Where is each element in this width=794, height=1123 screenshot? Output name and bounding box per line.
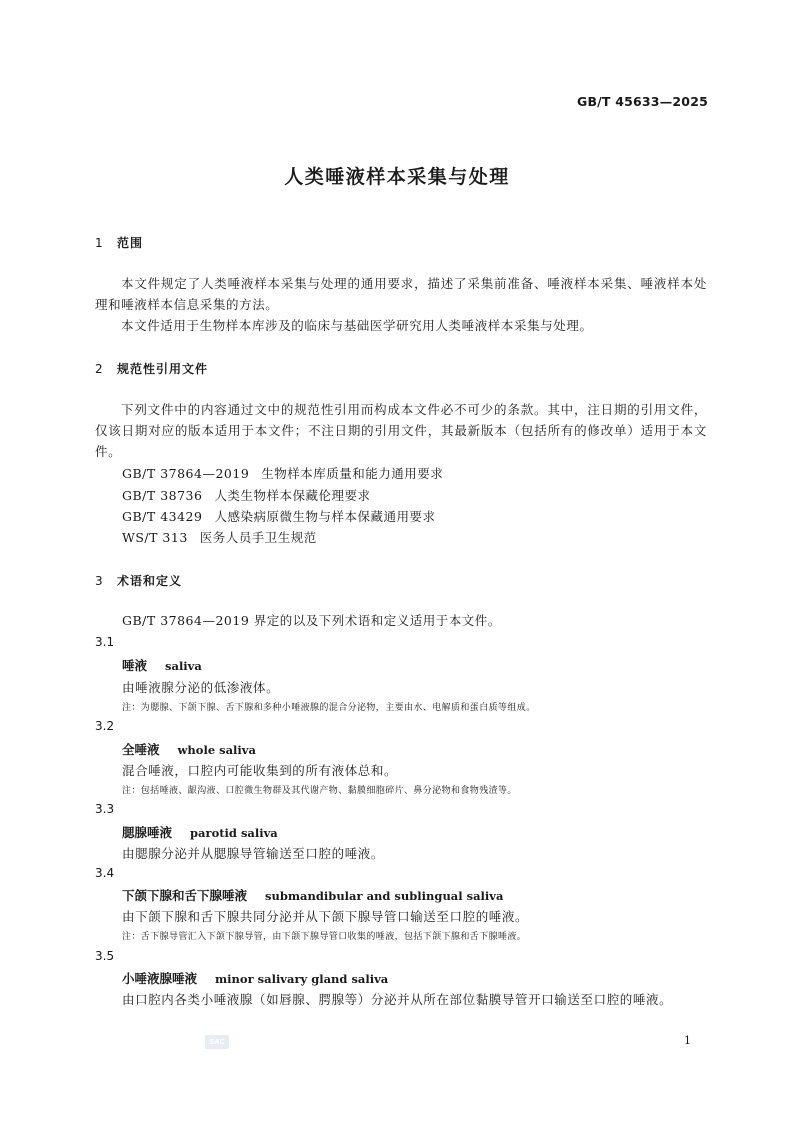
section-title: 范围 xyxy=(117,236,144,250)
sac-logo xyxy=(205,1035,229,1049)
term-en: saliva xyxy=(165,659,202,673)
reference-item xyxy=(122,528,317,546)
term-note: 注：包括唾液、龈沟液、口腔微生物群及其代谢产物、黏膜细胞碎片、鼻分泌物和食物残渣等。 xyxy=(122,786,517,796)
term-number: 3.5 xyxy=(95,949,115,963)
term-en: parotid saliva xyxy=(190,826,278,840)
reference-code: GB/T 43429 xyxy=(122,509,203,524)
term-zh: 腮腺唾液 xyxy=(122,825,173,840)
sac-logo-text: SAC xyxy=(209,1038,225,1046)
reference-code: GB/T 38736 xyxy=(122,488,203,503)
term-number: 3.2 xyxy=(95,719,115,733)
section-1-heading xyxy=(95,234,143,251)
reference-title: 人类生物样本保藏伦理要求 xyxy=(214,488,371,503)
reference-code: WS/T 313 xyxy=(122,530,188,545)
term-zh: 下颌下腺和舌下腺唾液 xyxy=(122,888,248,903)
term-heading xyxy=(122,886,503,904)
term-definition: 由口腔内各类小唾液腺（如唇腺、腭腺等）分泌并从所在部位黏膜导管开口输送至口腔的唾液。 xyxy=(122,992,673,1007)
term-definition: 由腮腺分泌并从腮腺导管输送至口腔的唾液。 xyxy=(122,846,385,861)
term-zh: 唾液 xyxy=(122,658,148,673)
term-en: whole saliva xyxy=(177,743,256,757)
section-title: 术语和定义 xyxy=(117,574,183,588)
scope-text xyxy=(95,273,707,336)
term-definition: 由唾液腺分泌的低渗液体。 xyxy=(122,680,280,695)
term-number: 3.3 xyxy=(95,802,115,816)
term-heading xyxy=(122,823,278,841)
section-number: 3 xyxy=(95,574,104,588)
term-heading xyxy=(122,740,256,758)
normative-intro xyxy=(95,399,707,462)
normative-intro-paragraph: 下列文件中的内容通过文中的规范性引用而构成本文件必不可少的条款。其中，注日期的引用文件，仅该日期对应的版本适用于本文件；不注日期的引用文件，其最新版本（包括所有的修改单）适用于本文件。 xyxy=(95,402,707,459)
reference-item xyxy=(122,507,435,525)
reference-title: 医务人员手卫生规范 xyxy=(199,530,317,545)
terms-intro: GB/T 37864—2019 界定的以及下列术语和定义适用于本文件。 xyxy=(122,613,501,628)
term-heading xyxy=(122,969,388,987)
reference-title: 生物样本库质量和能力通用要求 xyxy=(261,466,444,481)
term-zh: 小唾液腺唾液 xyxy=(122,971,198,986)
section-2-heading xyxy=(95,360,208,377)
reference-item xyxy=(122,464,443,482)
term-zh: 全唾液 xyxy=(122,742,160,757)
term-note: 注：为腮腺、下颌下腺、舌下腺和多种小唾液腺的混合分泌物，主要由水、电解质和蛋白质等组成。 xyxy=(122,703,536,713)
term-heading xyxy=(122,656,202,674)
term-number: 3.4 xyxy=(95,866,115,880)
section-number: 1 xyxy=(95,236,104,250)
page-number: 1 xyxy=(684,1034,691,1047)
term-definition: 混合唾液，口腔内可能收集到的所有液体总和。 xyxy=(122,763,398,778)
section-number: 2 xyxy=(95,362,104,376)
reference-title: 人感染病原微生物与样本保藏通用要求 xyxy=(214,509,436,524)
scope-paragraph-1: 本文件规定了人类唾液样本采集与处理的通用要求，描述了采集前准备、唾液样本采集、唾液样本处理和唾液样本信息采集的方法。 xyxy=(95,276,707,312)
term-definition: 由下颌下腺和舌下腺共同分泌并从下颌下腺导管口输送至口腔的唾液。 xyxy=(122,909,529,924)
reference-item xyxy=(122,486,370,504)
term-en: submandibular and sublingual saliva xyxy=(265,889,504,903)
reference-code: GB/T 37864—2019 xyxy=(122,466,250,481)
standard-code: GB/T 45633—2025 xyxy=(576,94,708,109)
term-en: minor salivary gland saliva xyxy=(215,972,389,986)
section-title: 规范性引用文件 xyxy=(117,362,209,376)
document-title: 人类唾液样本采集与处理 xyxy=(284,166,510,188)
term-note: 注：舌下腺导管汇入下颌下腺导管，由下颌下腺导管口收集的唾液，包括下颌下腺和舌下腺唾液。 xyxy=(122,932,527,942)
section-3-heading xyxy=(95,572,182,589)
term-number: 3.1 xyxy=(95,635,115,649)
scope-paragraph-2: 本文件适用于生物样本库涉及的临床与基础医学研究用人类唾液样本采集与处理。 xyxy=(121,318,593,333)
